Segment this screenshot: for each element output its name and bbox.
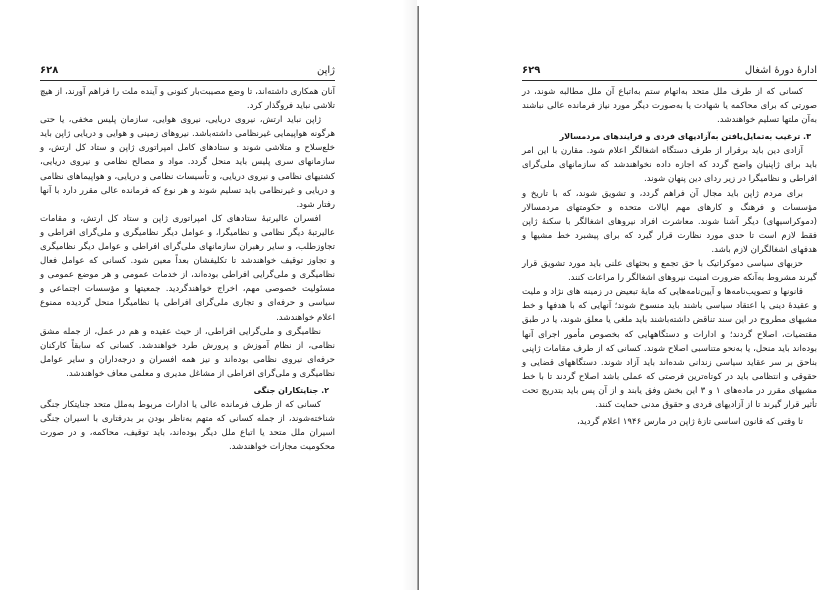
paragraph: تا وقتی که قانون اساسی تازهٔ ژاپن در مارس ۱۹۴۶ اعلام گردید، — [577, 417, 803, 428]
page-header — [40, 62, 335, 81]
gutter-shadow — [402, 0, 417, 590]
page-number: ۶۲۹ — [522, 65, 541, 76]
book-gutter — [417, 6, 419, 590]
section-heading: ۳. ترغیب به‌تمایل‌یافتن به‌آزادیهای فردی و فرایندهای مردمسالار — [559, 132, 811, 142]
paragraph: حزبهای سیاسی دموکراتیک با حق تجمع و بحثهای علنی باید مورد تشویق قرار گیرند مشروط به‌آنکه ضرورت امنیت نیروهای اشغالگر را مراعات کنند. — [522, 259, 817, 284]
page-number: ۶۲۸ — [40, 65, 59, 76]
page-body — [40, 85, 335, 454]
paragraph: برای مردم ژاپن باید مجال آن فراهم گردد، و تشویق شوند، که با تاریخ و مؤسسات و فرهنگ و کارهای مهم ایالات متحده و حکومتهای مردمسالار (دموکراسیهای) دیگر آشنا شوند. معاشرت افراد نیروهای اشغالگر با سکنهٔ ژاپن فقط لازم است تا حدی مورد نظارت قرار گیرد که برای پیشبرد خط مشیها و هدفهای اشغالگران لازم باشد. — [522, 188, 817, 255]
paragraph: آنان همکاری داشته‌اند، تا وضع مصیبت‌بار کنونی و آینده ملت را فراهم آورند، از هیچ تلاشی نباید فروگذار کرد. — [40, 87, 335, 112]
running-title: ژاپن — [316, 65, 335, 76]
paragraph: کسانی که از طرف فرمانده عالی یا ادارات مربوط به‌ملل متحد جنایتکار جنگی شناخته‌شوند، از جمله کسانی که متهم به‌ناظر بودن بر بدرفتاری با اسیران جنگی اسیران ملل متحد یا اتباع ملل دیگر بوده‌اند، باید توقیف، محاکمه، و در صورت محکومیت مجازات خواهندشد. — [40, 399, 335, 453]
paragraph: آزادی دین باید برقرار از طرف دستگاه اشغالگر اعلام شود. مقارن با این امر باید برای ژاپنیان واضح گردد که اجازه داده نخواهندشد که سازمانهای ملی‌گرای افراطی و نظامیگرا در زیر ردای دین پنهان شوند. — [522, 146, 817, 185]
page-body — [522, 85, 817, 429]
paragraph: افسران عالیرتبهٔ ستادهای کل امپراتوری ژاپن و ستاد کل ارتش، و مقامات عالیرتبهٔ دیگر نظامی و نظامیگرا، و عوامل دیگر نظامیگری و ملی‌گرای افراطی و تجاوز‌طلب، و سایر رهبران سازمانهای ملی‌گرای افراطی و عوامل دیگر نظامیگری و تجاوز توقیف خواهندشد تا تکلیفشان بعداً معین شود. کسانی که عوامل فعال نظامیگری و ملی‌گرایی افراطی بوده‌اند، از خدمات عمومی و هر موضع عمومی و مسئولیت خصوصی مهم، اخراج خواهندگردید. جمعیتها و مؤسسات اجتماعی و سیاسی و حرفه‌ای و تجاری ملی‌گرای افراطی یا نظامیگرا منحل گردیده ممنوع اعلام خواهندشد. — [40, 213, 335, 323]
page-header — [522, 62, 817, 81]
running-title: ادارهٔ دورهٔ اشغال — [744, 65, 817, 76]
left-page — [40, 62, 335, 454]
paragraph: نظامیگری و ملی‌گرایی افراطی، از حیث عقیده و هم در عمل، از جمله مشق نظامی، از نظام آموزش و پرورش طرد خواهندشد. کسانی که سابقاً کارکنان حرفه‌ای نیروی نظامی بوده‌اند و نیز همه افسران و درجه‌داران و سایر عوامل نظامیگری و ملی‌گرای افراطی از مشاغل مدیری و معلمی معاف خواهندشد. — [40, 326, 335, 379]
paragraph: ژاپن نباید ارتش، نیروی دریایی، نیروی هوایی، سازمان پلیس مخفی، یا حتی هرگونه هواپیمایی غیرنظامی داشته‌باشد. نیروهای زمینی و هوایی و دریایی ژاپن باید خلع‌سلاح و متلاشی شوند و ستادهای کامل امپراتوری ژاپن و ستاد کل ارتش، و سازمانهای سری پلیس باید منحل گردد. مواد و مصالح نظامی و نیروی دریایی، کشتیهای نظامی و نیروی دریایی، و تأسیسات نظامی و دریایی، و هواپیماهای نظامی و دریایی و غیرنظامی باید تسلیم شوند و هر نوع که فرمانده عالی مقرر دارد با آنها رفتار شود. — [40, 115, 335, 210]
section-heading: ۲. جنایتکاران جنگی — [253, 385, 329, 395]
paragraph: کسانی که از طرف ملل متحد به‌اتهام ستم به‌اتباع آن ملل مطالبه شوند، در صورتی که برای محاکمه یا شهادت یا به‌صورت دیگر مورد نیاز فرمانده عالی نباشند به‌آن ملتها تسلیم خواهندشد. — [522, 87, 817, 126]
right-page — [522, 62, 817, 429]
paragraph: قانونها و تصویب‌نامه‌ها و آیین‌نامه‌هایی که مایهٔ تبعیض در زمینه های نژاد و ملیت و عقیدهٔ دینی یا اعتقاد سیاسی باشند باید منسوخ شوند؛ آنهایی که با هدفها و خط مشیهای مطروح در این سند تناقض داشته‌باشند باید ملغی یا معلق شوند، یا در طبق مقتضیات، اصلاح گردند؛ و ادارات و دستگاههایی که بخصوص مأمور اجرای آنها بوده‌اند باید منحل، یا به‌نحو متناسبی اصلاح شوند. کسانی که از طرف مقامات ژاپنی بناحق بر سر عقاید سیاسی زندانی شده‌اند باید آزاد شوند. دستگاههای قضایی و حقوقی و انتظامی باید در کوتاه‌ترین فرصتی که عملی باشد اصلاح گردند تا با خط مشیهای مقرر در ماده‌های ۱ و ۳ این بخش وفق یابند و از آن پس باید بتدریج تحت تأثیر قرار گیرند تا از آزادیهای فردی و حقوق مدنی حمایت کنند. — [522, 287, 817, 410]
